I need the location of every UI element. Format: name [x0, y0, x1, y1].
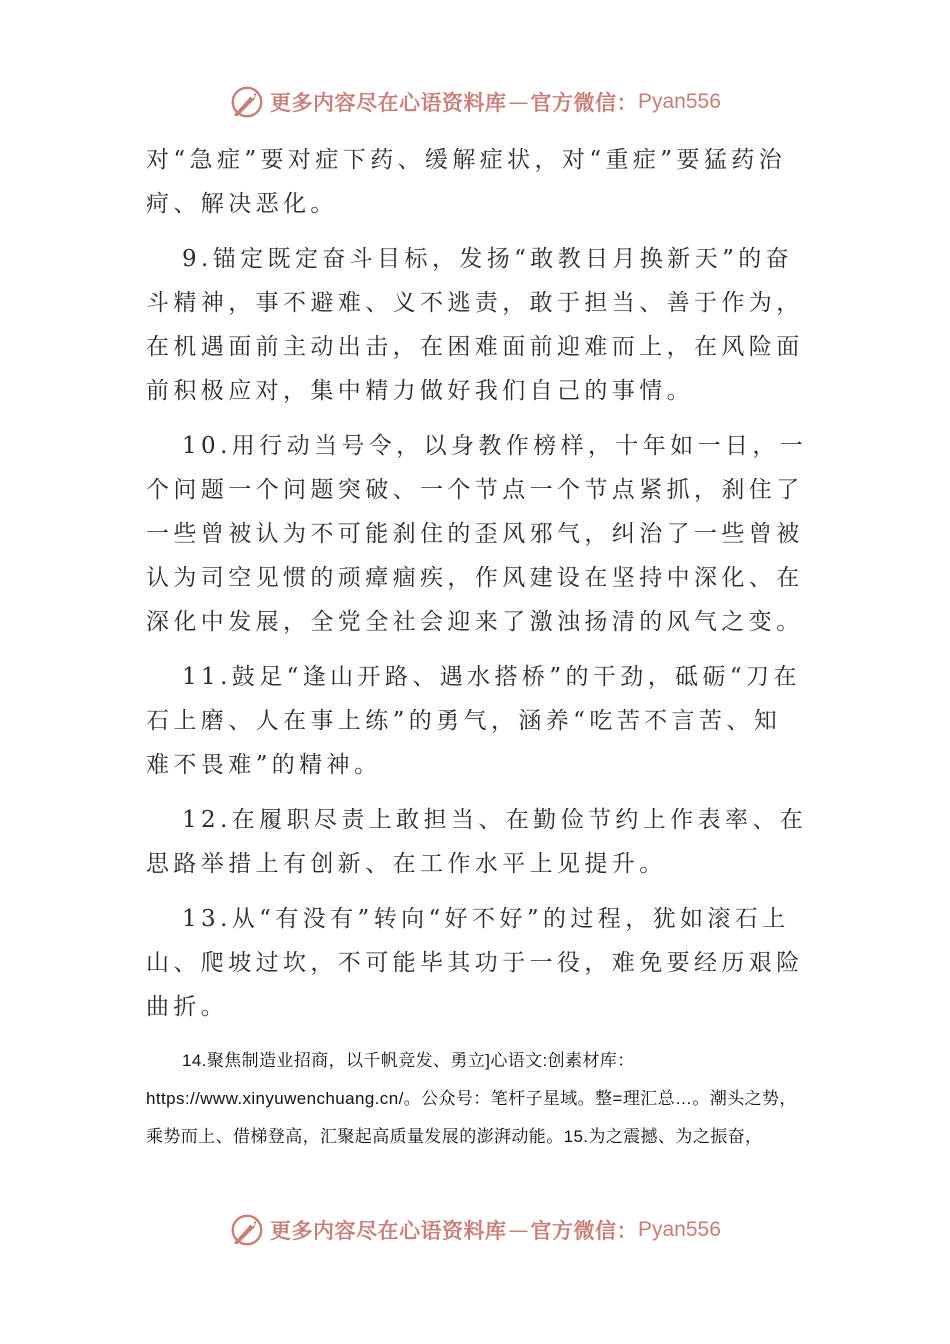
watermark-separator: —	[508, 90, 529, 114]
paragraph-item-13: 13.从“有没有”转向“好不好”的过程，犹如滚石上山、爬坡过坎，不可能毕其功于一役，难免要经历艰险曲折。	[146, 906, 804, 1020]
watermark-text: 更多内容尽在心语资料库	[270, 1218, 507, 1243]
paragraph-item-10: 10.用行动当号令，以身教作榜样，十年如一日，一个问题一个问题突破、一个节点一个节点紧抓，刹住了一些曾被认为不可能刹住的歪风邪气，纠治了一些曾被认为司空见惯的顽瘴痼疾，作风建设在坚持中深化、在深化中发展，全党全社会迎来了激浊扬清的风气之变。	[146, 433, 808, 635]
paragraph-continued: 对“急症”要对症下药、缓解症状，对“重症”要猛药治疴、解决恶化。	[146, 147, 787, 217]
watermark-label: 官方微信：	[530, 1218, 638, 1243]
pen-nib-logo-icon	[228, 83, 266, 121]
pen-nib-logo-icon	[228, 1211, 266, 1249]
watermark-text: 更多内容尽在心语资料库	[270, 90, 507, 115]
paragraph-item-11: 11.鼓足“逢山开路、遇水搭桥”的干劲，砥砺“刀在石上磨、人在事上练”的勇气，涵养“吃苦不言苦、知难不畏难”的精神。	[146, 664, 801, 778]
watermark-wechat-id: Pyan556	[638, 90, 721, 113]
paragraph-item-14: 14.聚焦制造业招商，以千帆竞发、勇立]心语文:创素材库：https://www.xinyuwenchuang.cn/。公众号：笔杆子星域。整=理汇总…。潮头之势，乘势而上、借梯登高，汇聚起高质量发展的澎湃动能。15.为之震撼、为之振奋，	[146, 1051, 797, 1146]
paragraph-item-9: 9.锚定既定奋斗目标，发扬“敢教日月换新天”的奋斗精神，事不避难、义不逃责，敢于担当、善于作为，在机遇面前主动出击，在困难面前迎难而上，在风险面前积极应对，集中精力做好我们自己的事情。	[146, 246, 804, 404]
footer-watermark	[228, 1210, 721, 1250]
paragraph-item-12: 12.在履职尽责上敢担当、在勤俭节约上作表率、在思路举措上有创新、在工作水平上见提升。	[146, 807, 808, 877]
watermark-label: 官方微信：	[530, 90, 638, 115]
header-watermark	[228, 82, 721, 122]
watermark-separator: —	[508, 1218, 529, 1242]
watermark-wechat-id: Pyan556	[638, 1218, 721, 1241]
